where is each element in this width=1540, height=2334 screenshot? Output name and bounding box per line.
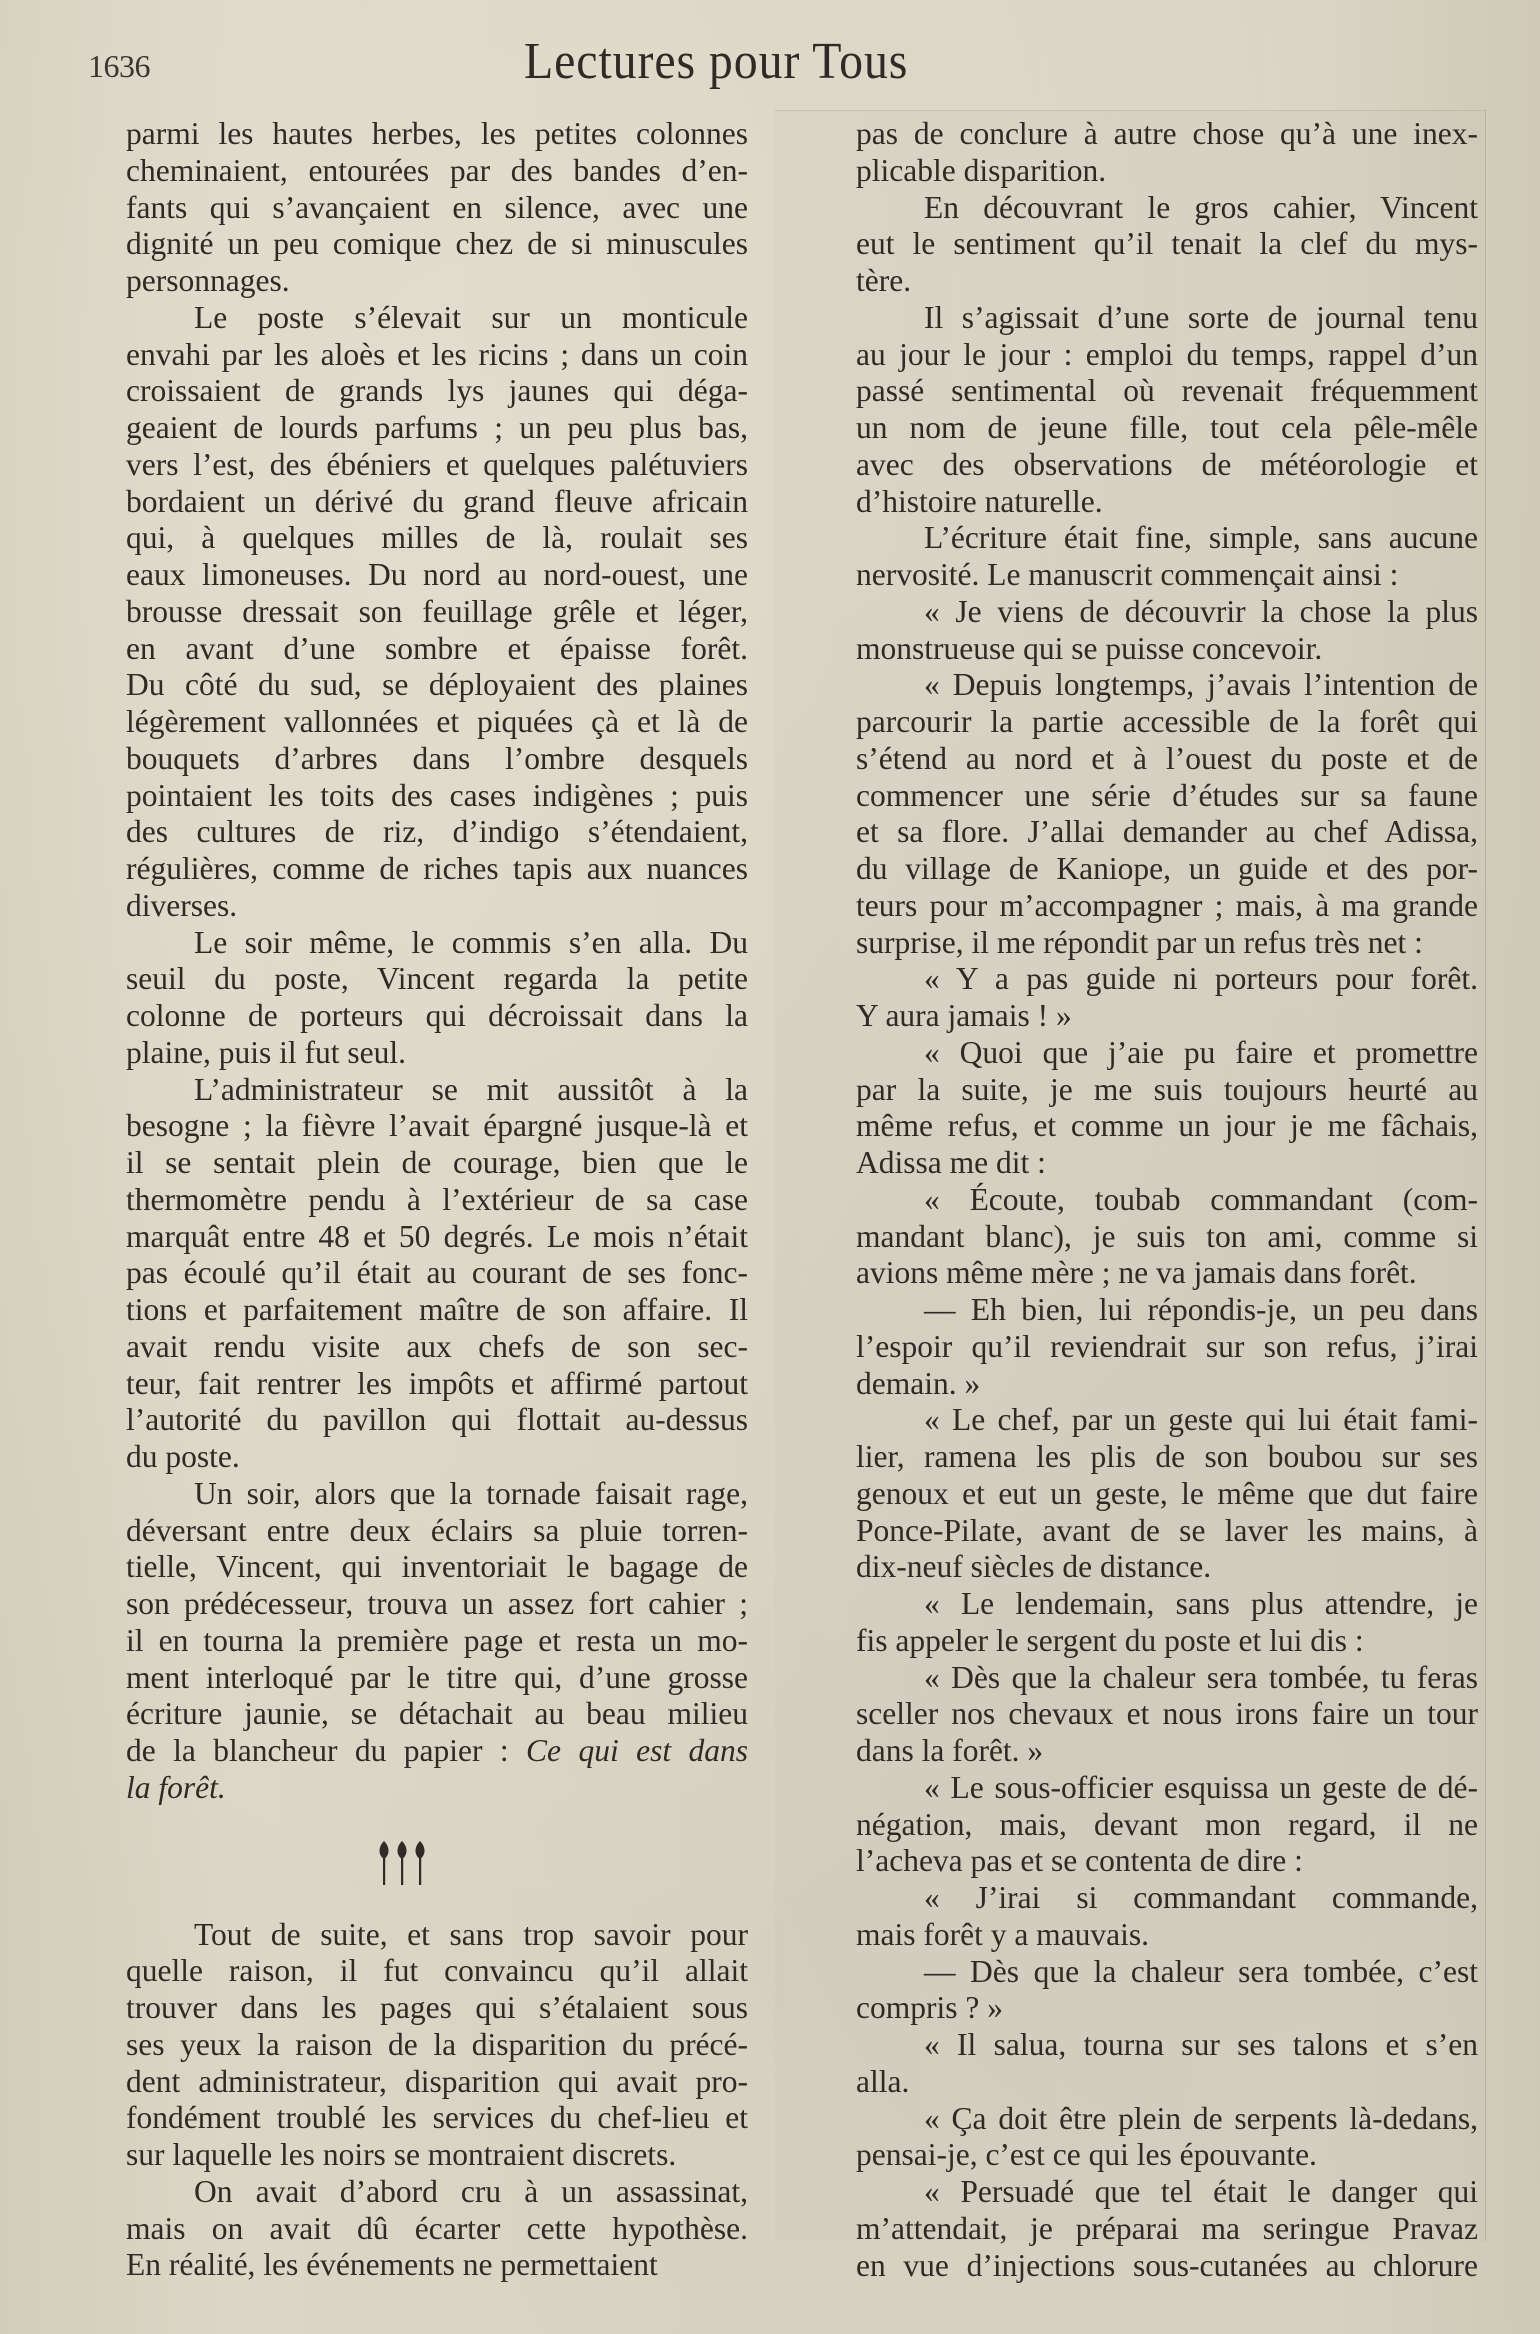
- line-text: « Ça doit être plein de serpents là-dedans,: [924, 2100, 1478, 2136]
- text-line: [788, 961, 1478, 998]
- line-text: il en tourna la première page et resta un mo-: [126, 1622, 748, 1658]
- text-line: [788, 2064, 1478, 2101]
- paragraph: [788, 520, 1478, 594]
- text-line: [58, 1329, 748, 1366]
- text-line: [58, 704, 748, 741]
- line-text: de la blancheur du papier :: [126, 1733, 527, 1768]
- text-line: [788, 520, 1478, 557]
- line-text: croissaient de grands lys jaunes qui déga-: [126, 373, 748, 409]
- text-line: [788, 1292, 1478, 1329]
- text-line: [788, 1770, 1478, 1807]
- line-text: plaine, puis il fut seul.: [126, 1034, 406, 1070]
- line-text: « Il salua, tourna sur ses talons et s’en: [924, 2027, 1478, 2062]
- line-text: pas de conclure à autre chose qu’à une inex-: [856, 116, 1478, 151]
- line-text: En découvrant le gros cahier, Vincent: [924, 189, 1478, 225]
- text-line: [58, 373, 748, 410]
- line-text: du poste.: [126, 1439, 240, 1474]
- line-text: L’écriture était fine, simple, sans aucune: [924, 520, 1478, 556]
- line-text: Le poste s’élevait sur un monticule: [194, 299, 748, 335]
- paragraph: [788, 594, 1478, 668]
- text-line: [788, 557, 1478, 594]
- text-line: [58, 263, 748, 300]
- text-line: [788, 1255, 1478, 1292]
- text-line: [58, 961, 748, 998]
- line-text: Ponce-Pilate, avant de se laver les mains, à: [856, 1512, 1478, 1548]
- line-text: dent administrateur, disparition qui avait pro-: [126, 2063, 748, 2099]
- paragraph: [58, 1917, 748, 2174]
- text-line: [58, 1108, 748, 1145]
- paragraph: [58, 300, 748, 925]
- page-number: 1636: [88, 48, 150, 84]
- paragraph: [58, 2174, 748, 2284]
- text-line: [58, 116, 748, 153]
- text-line: [788, 447, 1478, 484]
- text-line: [58, 1953, 748, 1990]
- line-text: vers l’est, des ébéniers et quelques palétuviers: [126, 446, 748, 482]
- text-line: [788, 153, 1478, 190]
- line-text: surprise, il me répondit par un refus très net :: [856, 924, 1423, 960]
- line-text: nervosité. Le manuscrit commençait ainsi :: [856, 557, 1399, 592]
- line-text: « Depuis longtemps, j’avais l’intention de: [924, 667, 1478, 703]
- text-line: [788, 1623, 1478, 1660]
- line-text: seuil du poste, Vincent regarda la petite: [126, 961, 748, 997]
- line-text: teurs pour m’accompagner ; mais, à ma grande: [856, 887, 1478, 923]
- line-text: fis appeler le sergent du poste et lui dis :: [856, 1622, 1364, 1658]
- line-text: mais on avait dû écarter cette hypothèse.: [126, 2210, 748, 2246]
- text-line: [58, 925, 748, 962]
- text-line: [58, 1696, 748, 1733]
- line-text: Du côté du sud, se déployaient des plaines: [126, 667, 748, 703]
- text-line: [788, 667, 1478, 704]
- line-text: « Persuadé que tel était le danger qui: [924, 2174, 1478, 2209]
- text-line: [788, 190, 1478, 227]
- text-line: [58, 1476, 748, 1513]
- line-text: parmi les hautes herbes, les petites colonnes: [126, 116, 748, 151]
- text-line: [58, 631, 748, 668]
- text-line: [58, 1439, 748, 1476]
- line-text: compris ? »: [856, 1990, 1003, 2026]
- text-line: [58, 1770, 748, 1807]
- line-text: du village de Kaniope, un guide et des por-: [856, 851, 1478, 886]
- text-line: [58, 741, 748, 778]
- line-text: en avant d’une sombre et épaisse forêt.: [126, 630, 748, 666]
- text-line: [58, 557, 748, 594]
- line-text: bouquets d’arbres dans l’ombre desquels: [126, 740, 748, 776]
- line-text: brousse dressait son feuillage grêle et léger,: [126, 593, 748, 629]
- line-text: au jour le jour : emploi du temps, rappel d’un: [856, 336, 1478, 372]
- right-column: [788, 116, 1478, 2284]
- line-text: mais forêt y a mauvais.: [856, 1916, 1150, 1952]
- line-text: tère.: [856, 263, 912, 298]
- line-text: en vue d’injections sous-cutanées au chlorure: [856, 2247, 1478, 2283]
- line-text: un nom de jeune fille, tout cela pêle-mêle: [856, 410, 1478, 445]
- line-text: tielle, Vincent, qui inventoriait le bagage de: [126, 1549, 748, 1585]
- line-text: demain. »: [856, 1365, 981, 1401]
- text-line: [58, 484, 748, 521]
- line-text: dignité un peu comique chez de si minuscules: [126, 226, 748, 262]
- paragraph: [788, 1035, 1478, 1182]
- text-line: [788, 888, 1478, 925]
- text-line: [788, 704, 1478, 741]
- line-text: déversant entre deux éclairs sa pluie torren-: [126, 1512, 748, 1548]
- text-line: [788, 998, 1478, 1035]
- text-line: [58, 888, 748, 925]
- paragraph: [58, 116, 748, 300]
- line-text: « Y a pas guide ni porteurs pour forêt.: [924, 961, 1478, 997]
- line-text: pensai-je, c’est ce qui les épouvante.: [856, 2137, 1317, 2173]
- line-text: trouver dans les pages qui s’étalaient sous: [126, 1990, 748, 2025]
- text-line: [58, 998, 748, 1035]
- paragraph: [58, 1072, 748, 1476]
- line-text: En réalité, les événements ne permettaient: [126, 2247, 658, 2283]
- line-text: eut le sentiment qu’il tenait la clef du mys-: [856, 226, 1478, 262]
- text-line: [788, 337, 1478, 374]
- line-text: genoux et eut un geste, le même que dut faire: [856, 1475, 1478, 1511]
- line-text: dans la forêt. »: [856, 1733, 1044, 1768]
- text-line: [788, 1660, 1478, 1697]
- line-text: lier, ramena les plis de son boubou sur ses: [856, 1439, 1478, 1474]
- line-text: sceller nos chevaux et nous irons faire un tour: [856, 1696, 1478, 1732]
- line-text: bordaient un dérivé du grand fleuve africain: [126, 483, 748, 519]
- paragraph: [788, 1182, 1478, 1292]
- text-line: [58, 2247, 748, 2284]
- text-line: [58, 594, 748, 631]
- line-text: alla.: [856, 2063, 910, 2099]
- text-line: [58, 226, 748, 263]
- text-line: [58, 851, 748, 888]
- line-text: m’attendait, je préparai ma seringue Pravaz: [856, 2210, 1478, 2246]
- text-line: [788, 741, 1478, 778]
- text-line: [788, 1366, 1478, 1403]
- paragraph: [788, 1954, 1478, 2028]
- text-line: [788, 2137, 1478, 2174]
- line-text: besogne ; la fièvre l’avait épargné jusque-là et: [126, 1108, 748, 1144]
- line-text: passé sentimental où revenait fréquemment: [856, 373, 1478, 409]
- text-line: [788, 1843, 1478, 1880]
- text-line: [788, 484, 1478, 521]
- line-text: « Le lendemain, sans plus attendre, je: [924, 1586, 1478, 1621]
- line-text: fondément troublé les services du chef-lieu et: [126, 2100, 748, 2136]
- paragraph: [788, 1770, 1478, 1880]
- text-line: [58, 1145, 748, 1182]
- line-text: régulières, comme de riches tapis aux nuances: [126, 851, 748, 886]
- text-line: [58, 337, 748, 374]
- line-text: son prédécesseur, trouva un assez fort cahier ;: [126, 1586, 748, 1621]
- line-text: Tout de suite, et sans trop savoir pour: [194, 1916, 748, 1952]
- text-line: [58, 1990, 748, 2027]
- line-text: eaux limoneuses. Du nord au nord-ouest, une: [126, 557, 748, 592]
- line-text: colonne de porteurs qui décroissait dans la: [126, 998, 748, 1033]
- line-text: — Dès que la chaleur sera tombée, c’est: [924, 1953, 1478, 1989]
- line-text: des cultures de riz, d’indigo s’étendaient,: [126, 814, 748, 850]
- text-line: [788, 1807, 1478, 1844]
- line-text: sur laquelle les noirs se montraient discrets.: [126, 2137, 677, 2172]
- text-line: [788, 1145, 1478, 1182]
- text-line: [58, 1623, 748, 1660]
- paragraph: [788, 1880, 1478, 1954]
- line-text: Le soir même, le commis s’en alla. Du: [194, 924, 748, 960]
- line-text: tions et parfaitement maître de son affaire. Il: [126, 1292, 748, 1327]
- text-line: [788, 263, 1478, 300]
- text-line: [58, 190, 748, 227]
- text-line: [58, 778, 748, 815]
- paragraph: [788, 667, 1478, 961]
- line-text: d’histoire naturelle.: [856, 483, 1103, 519]
- line-text: l’espoir qu’il reviendrait sur son refus, j’irai: [856, 1328, 1478, 1364]
- text-line: [788, 1880, 1478, 1917]
- line-text: l’autorité du pavillon qui flottait au-dessus: [126, 1402, 748, 1438]
- line-text: — Eh bien, lui répondis-je, un peu dans: [924, 1292, 1478, 1327]
- line-text: Il s’agissait d’une sorte de journal tenu: [924, 299, 1478, 335]
- text-line: [788, 1990, 1478, 2027]
- text-line: [788, 594, 1478, 631]
- left-column: [58, 116, 748, 2284]
- line-text: mandant blanc), je suis ton ami, comme si: [856, 1218, 1478, 1254]
- paragraph: [788, 116, 1478, 190]
- text-line: [58, 2100, 748, 2137]
- paragraph: [788, 1586, 1478, 1660]
- paragraph: [788, 2027, 1478, 2101]
- text-line: [788, 1549, 1478, 1586]
- text-line: [58, 1366, 748, 1403]
- paragraph: [788, 1292, 1478, 1402]
- text-line: [58, 520, 748, 557]
- line-text: fants qui s’avançaient en silence, avec une: [126, 189, 748, 225]
- text-line: [58, 2174, 748, 2211]
- text-line: [788, 1219, 1478, 1256]
- paragraph: [58, 925, 748, 1072]
- text-line: [788, 1696, 1478, 1733]
- text-line: [58, 1035, 748, 1072]
- paragraph: [788, 2101, 1478, 2175]
- notebook-title-italic: Ce qui est dans: [526, 1733, 749, 1768]
- text-line: [58, 2027, 748, 2064]
- line-text: L’administrateur se mit aussitôt à la: [194, 1071, 748, 1107]
- journal-title: Lectures pour Tous: [524, 33, 909, 90]
- line-text: avions même mère ; ne va jamais dans forêt.: [856, 1255, 1417, 1291]
- text-line: [788, 814, 1478, 851]
- text-line: [788, 1733, 1478, 1770]
- text-line: [58, 2211, 748, 2248]
- line-text: « Écoute, toubab commandant (com-: [924, 1181, 1478, 1217]
- text-line: [58, 410, 748, 447]
- line-text: geaient de lourds parfums ; un peu plus bas,: [126, 410, 748, 445]
- text-line: [58, 2137, 748, 2174]
- line-text: « Dès que la chaleur sera tombée, tu feras: [924, 1659, 1478, 1695]
- line-text: « Le sous-officier esquissa un geste de dé-: [924, 1769, 1478, 1805]
- line-text: avec des observations de météorologie et: [856, 446, 1478, 482]
- line-text: personnages.: [126, 263, 290, 298]
- text-line: [788, 851, 1478, 888]
- line-text: avait rendu visite aux chefs de son sec-: [126, 1328, 748, 1364]
- line-text: négation, mais, devant mon regard, il ne: [856, 1806, 1478, 1842]
- line-text: et sa flore. J’allai demander au chef Adissa,: [856, 814, 1478, 850]
- line-text: s’étend au nord et à l’ouest du poste et de: [856, 740, 1478, 776]
- text-line: [58, 1072, 748, 1109]
- line-text: parcourir la partie accessible de la forêt qui: [856, 704, 1478, 739]
- line-text: légèrement vallonnées et piquées çà et là de: [126, 704, 748, 739]
- text-line: [788, 2248, 1478, 2285]
- line-text: par la suite, je me suis toujours heurté au: [856, 1071, 1478, 1107]
- paragraph: [58, 1476, 748, 1807]
- text-line: [58, 1586, 748, 1623]
- line-text: ment interloqué par le titre qui, d’une grosse: [126, 1659, 748, 1695]
- text-line: [58, 1917, 748, 1954]
- fleuron-glyph: [376, 1839, 428, 1887]
- text-line: [58, 1219, 748, 1256]
- text-line: [788, 300, 1478, 337]
- text-line: [58, 153, 748, 190]
- text-line: [788, 2027, 1478, 2064]
- text-line: [58, 2064, 748, 2101]
- line-text: « J’irai si commandant commande,: [924, 1880, 1478, 1915]
- line-text: plicable disparition.: [856, 152, 1107, 188]
- line-text: marquât entre 48 et 50 degrés. Le mois n’était: [126, 1218, 748, 1254]
- line-text: envahi par les aloès et les ricins ; dans un coin: [126, 336, 748, 372]
- text-line: [788, 1439, 1478, 1476]
- text-line: [788, 2211, 1478, 2248]
- line-text: écriture jaunie, se détachait au beau milieu: [126, 1696, 748, 1732]
- text-line: [58, 1513, 748, 1550]
- text-line: [58, 1402, 748, 1439]
- text-line: [788, 1586, 1478, 1623]
- text-line: [788, 1108, 1478, 1145]
- line-text: « Quoi que j’aie pu faire et promettre: [924, 1034, 1478, 1070]
- text-line: [788, 116, 1478, 153]
- line-text: dix-neuf siècles de distance.: [856, 1549, 1212, 1585]
- text-line: [788, 925, 1478, 962]
- text-line: [788, 1513, 1478, 1550]
- text-line: [788, 373, 1478, 410]
- line-text: thermomètre pendu à l’extérieur de sa case: [126, 1181, 748, 1217]
- line-text: commencer une série d’études sur sa faune: [856, 777, 1478, 813]
- line-text: On avait d’abord cru à un assassinat,: [194, 2173, 748, 2209]
- line-text: quelle raison, il fut convaincu qu’il allait: [126, 1953, 748, 1989]
- line-text: ses yeux la raison de la disparition du précé-: [126, 2026, 748, 2062]
- text-line: [788, 226, 1478, 263]
- paragraph: [788, 1660, 1478, 1770]
- text-line: [788, 1035, 1478, 1072]
- line-text: Un soir, alors que la tornade faisait rage,: [194, 1475, 748, 1511]
- text-line: [788, 1402, 1478, 1439]
- text-line: [58, 1182, 748, 1219]
- line-text: cheminaient, entourées par des bandes d’en-: [126, 152, 748, 188]
- line-text: Adissa me dit :: [856, 1145, 1046, 1180]
- line-text: « Le chef, par un geste qui lui était fami-: [924, 1402, 1478, 1438]
- paragraph: [788, 2174, 1478, 2284]
- line-text: qui, à quelques milles de là, roulait ses: [126, 520, 748, 556]
- text-line: [788, 1329, 1478, 1366]
- line-text: l’acheva pas et se contenta de dire :: [856, 1843, 1303, 1879]
- text-line: [58, 1255, 748, 1292]
- text-line: [58, 1733, 748, 1770]
- text-line: [788, 2101, 1478, 2138]
- text-line: [788, 1476, 1478, 1513]
- text-line: [58, 1549, 748, 1586]
- line-text: même refus, et comme un jour je me fâchais,: [856, 1108, 1478, 1144]
- text-line: [788, 1954, 1478, 1991]
- line-text: teur, fait rentrer les impôts et affirmé partout: [126, 1365, 748, 1401]
- line-text: diverses.: [126, 887, 238, 923]
- line-text: monstrueuse qui se puisse concevoir.: [856, 630, 1323, 666]
- text-line: [58, 1660, 748, 1697]
- text-line: [788, 1072, 1478, 1109]
- text-line: [788, 778, 1478, 815]
- notebook-title-italic: la forêt.: [126, 1769, 226, 1805]
- text-line: [58, 1292, 748, 1329]
- line-text: Y aura jamais ! »: [856, 998, 1072, 1033]
- text-line: [58, 447, 748, 484]
- text-line: [58, 300, 748, 337]
- fleuron-icon: [58, 1807, 748, 1917]
- text-line: [788, 631, 1478, 668]
- line-text: pas écoulé qu’il était au courant de ses fonc-: [126, 1255, 748, 1291]
- text-line: [58, 667, 748, 704]
- line-text: « Je viens de découvrir la chose la plus: [924, 593, 1478, 629]
- line-text: il se sentait plein de courage, bien que le: [126, 1145, 748, 1180]
- paragraph: [788, 1402, 1478, 1586]
- text-line: [58, 814, 748, 851]
- running-header: [0, 28, 1540, 98]
- paragraph: [788, 190, 1478, 300]
- text-line: [788, 2174, 1478, 2211]
- text-line: [788, 410, 1478, 447]
- paragraph: [788, 300, 1478, 521]
- paragraph: [788, 961, 1478, 1035]
- text-line: [788, 1182, 1478, 1219]
- text-line: [788, 1917, 1478, 1954]
- line-text: pointaient les toits des cases indigènes ; puis: [126, 777, 748, 813]
